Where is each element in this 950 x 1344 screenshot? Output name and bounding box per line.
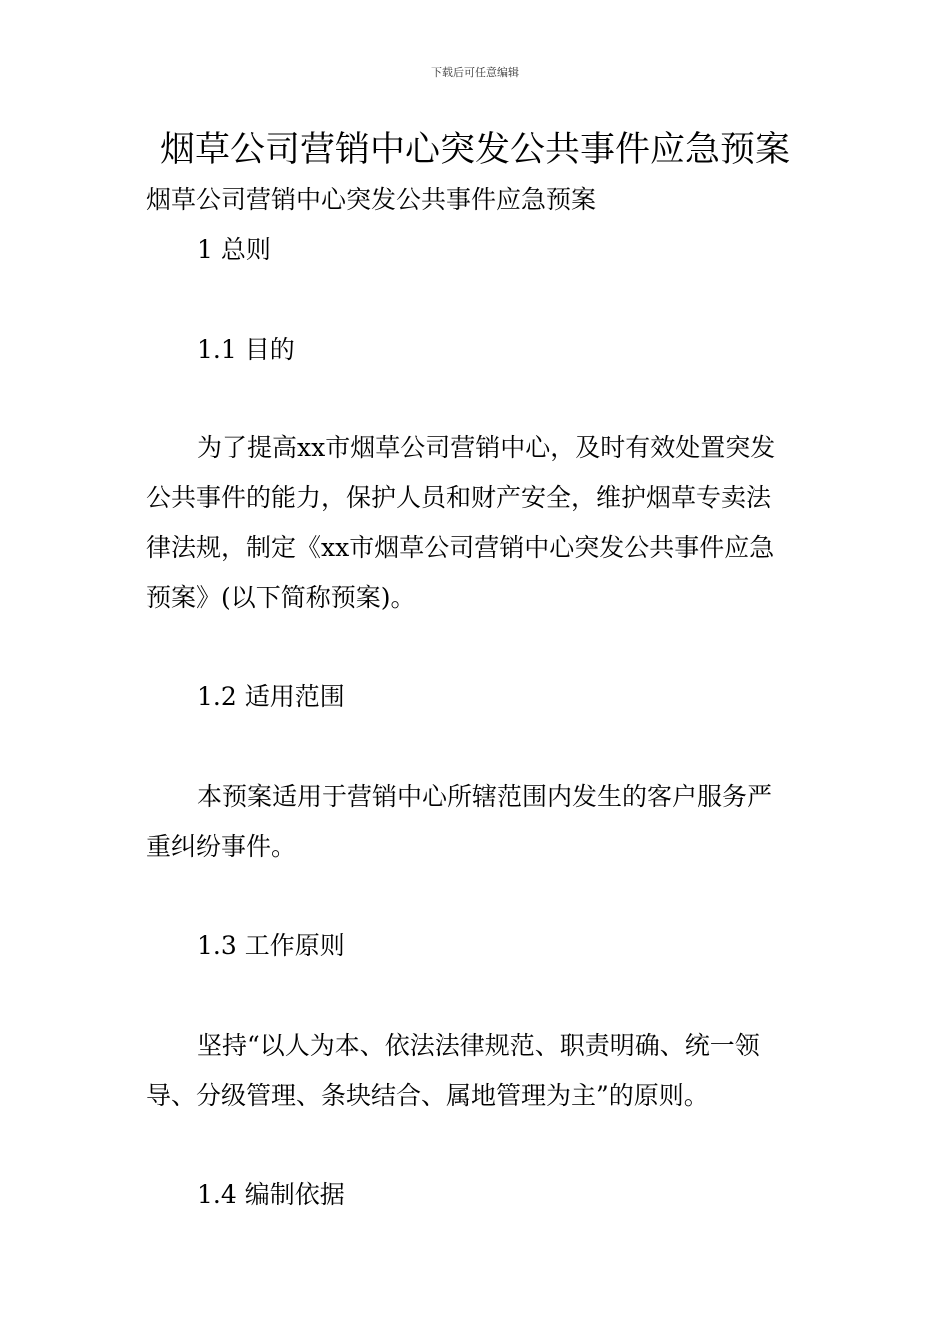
section-heading-principles: 1.3 工作原则 [197, 931, 345, 960]
section-heading-purpose: 1.1 目的 [197, 335, 295, 364]
header-note: 下载后可任意编辑 [431, 66, 519, 79]
paragraph-line: 预案》(以下简称预案)。 [146, 583, 416, 612]
paragraph-purpose [146, 423, 816, 623]
section-heading-general: 1 总则 [197, 235, 271, 264]
paragraph-line: 律法规，制定《xx市烟草公司营销中心突发公共事件应急 [146, 533, 775, 562]
paragraph-line: 导、分级管理、条块结合、属地管理为主”的原则。 [146, 1081, 709, 1110]
paragraph-line: 本预案适用于营销中心所辖范围内发生的客户服务严 [197, 782, 773, 811]
paragraph-line: 公共事件的能力，保护人员和财产安全，维护烟草专卖法 [146, 483, 772, 512]
section-heading-basis: 1.4 编制依据 [197, 1180, 345, 1209]
document-subtitle: 烟草公司营销中心突发公共事件应急预案 [146, 185, 597, 214]
paragraph-line: 重纠纷事件。 [146, 832, 297, 861]
paragraph-line: 坚持“以人为本、依法法律规范、职责明确、统一领 [197, 1031, 760, 1060]
paragraph-principles [146, 1021, 816, 1121]
paragraph-line: 为了提高xx市烟草公司营销中心，及时有效处置突发 [197, 433, 776, 462]
paragraph-scope [146, 772, 816, 872]
section-heading-scope: 1.2 适用范围 [197, 682, 345, 711]
page-title: 烟草公司营销中心突发公共事件应急预案 [159, 130, 790, 170]
